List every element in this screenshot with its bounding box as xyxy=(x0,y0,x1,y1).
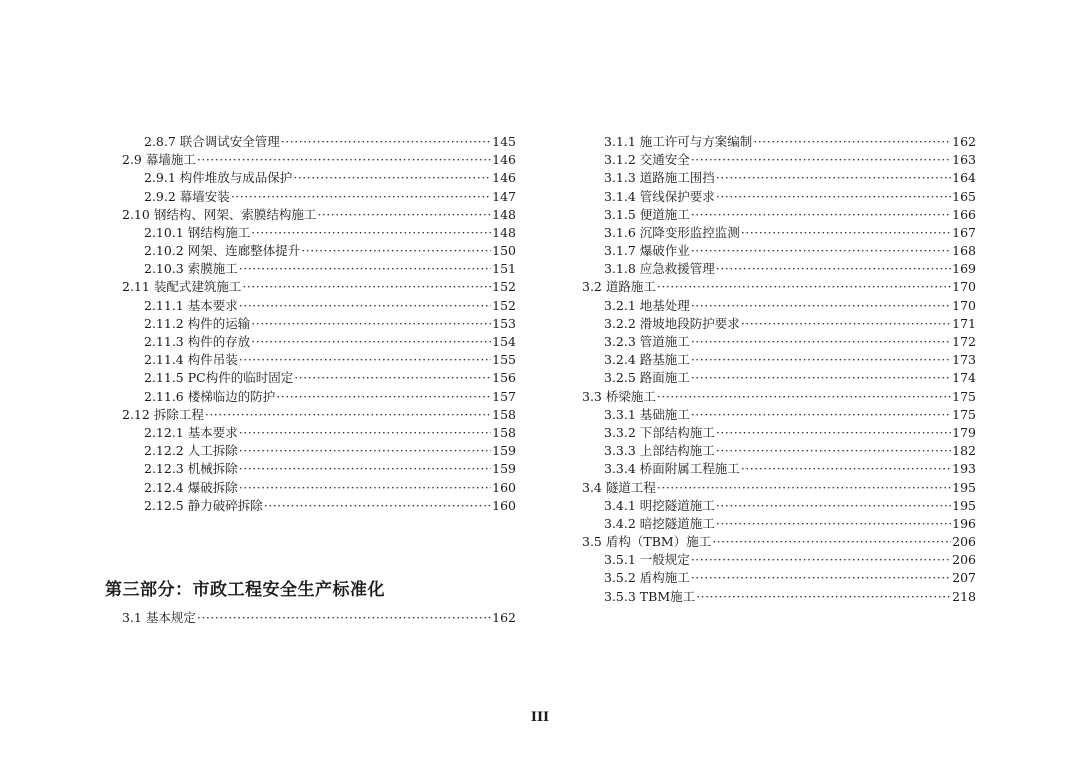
toc-entry-page: 179 xyxy=(952,424,976,440)
toc-entry-text: TBM施工 xyxy=(639,588,696,604)
toc-entry[interactable] xyxy=(582,460,976,478)
toc-entry[interactable] xyxy=(122,151,516,169)
toc-entry-number: 2.12.2 xyxy=(144,443,184,459)
toc-entry-number: 2.12.1 xyxy=(144,424,184,440)
toc-entry-title xyxy=(144,260,238,278)
toc-dot-leader xyxy=(716,515,951,533)
toc-entry-number: 3.3.4 xyxy=(604,461,636,477)
toc-entry-page: 206 xyxy=(952,534,976,550)
toc-right-column xyxy=(582,133,976,606)
toc-entry-page: 173 xyxy=(952,352,976,368)
toc-entry-number: 2.11.4 xyxy=(144,352,184,368)
toc-entry-page: 195 xyxy=(952,479,976,495)
toc-entry-number: 2.11.2 xyxy=(144,315,184,331)
toc-entry-number: 3.1.4 xyxy=(604,188,636,204)
toc-entry-text: 道路施工围挡 xyxy=(639,170,715,186)
toc-entry-number: 2.11.6 xyxy=(144,388,184,404)
toc-entry-number: 3.5.3 xyxy=(604,588,636,604)
toc-entry-text: 构件吊装 xyxy=(187,352,238,368)
toc-entry[interactable] xyxy=(582,242,976,260)
toc-entry-title xyxy=(604,297,690,315)
toc-entry-page: 172 xyxy=(952,334,976,350)
toc-entry-page: 196 xyxy=(952,515,976,531)
toc-entry-number: 2.12.5 xyxy=(144,497,184,513)
toc-entry-text: 路面施工 xyxy=(639,370,690,386)
toc-entry-title xyxy=(604,351,690,369)
toc-entry[interactable] xyxy=(582,279,976,297)
toc-entry-text: 爆破拆除 xyxy=(187,479,238,495)
toc-entry-text: 桥面附属工程施工 xyxy=(639,461,740,477)
toc-left-column xyxy=(122,133,516,515)
toc-entry-text: 盾构施工 xyxy=(639,570,690,586)
toc-entry-page: 148 xyxy=(492,206,516,222)
toc-entry[interactable] xyxy=(582,151,976,169)
toc-dot-leader xyxy=(301,242,491,260)
toc-entry-title xyxy=(604,206,690,224)
toc-entry-title xyxy=(604,569,690,587)
toc-entry-title xyxy=(604,369,690,387)
toc-entry[interactable] xyxy=(582,206,976,224)
toc-entry[interactable] xyxy=(122,169,516,187)
toc-entry-number: 3.5.2 xyxy=(604,570,636,586)
toc-dot-leader xyxy=(691,151,951,169)
toc-entry-number: 3.1.8 xyxy=(604,261,636,277)
toc-dot-leader xyxy=(239,479,491,497)
toc-entry-page: 170 xyxy=(952,279,976,295)
toc-entry-text: 钢结构施工 xyxy=(187,224,251,240)
toc-entry-title xyxy=(604,515,715,533)
toc-entry[interactable] xyxy=(122,206,516,224)
toc-entry-text: 基本规定 xyxy=(145,609,196,625)
toc-entry[interactable] xyxy=(122,406,516,424)
toc-entry-number: 3.5.1 xyxy=(604,552,636,568)
toc-dot-leader xyxy=(276,388,491,406)
toc-entry-text: 联合调试安全管理 xyxy=(179,133,280,149)
toc-entry-page: 150 xyxy=(492,243,516,259)
section-title: 第三部分：市政工程安全生产标准化 xyxy=(105,580,385,600)
toc-entry-page: 146 xyxy=(492,170,516,186)
toc-entry-page: 166 xyxy=(952,206,976,222)
toc-dot-leader xyxy=(716,497,951,515)
toc-entry[interactable] xyxy=(122,460,516,478)
toc-dot-leader xyxy=(317,206,491,224)
toc-entry-title xyxy=(122,406,204,424)
toc-entry-number: 2.10.1 xyxy=(144,224,184,240)
toc-dot-leader xyxy=(264,497,491,515)
toc-entry-page: 168 xyxy=(952,243,976,259)
toc-entry-page: 167 xyxy=(952,224,976,240)
toc-entry-page: 218 xyxy=(952,588,976,604)
toc-entry-page: 156 xyxy=(492,370,516,386)
toc-entry-title xyxy=(144,442,238,460)
toc-entry-text: 钢结构、网架、索膜结构施工 xyxy=(153,206,317,222)
toc-dot-leader xyxy=(197,609,491,627)
toc-entry-number: 3.2 xyxy=(582,279,602,295)
toc-entry-page: 147 xyxy=(492,188,516,204)
toc-entry[interactable] xyxy=(122,388,516,406)
toc-dot-leader xyxy=(691,551,951,569)
toc-entry-title xyxy=(604,588,695,606)
toc-entry-page: 195 xyxy=(952,497,976,513)
toc-entry-page: 169 xyxy=(952,261,976,277)
toc-entry-number: 3.2.1 xyxy=(604,297,636,313)
toc-dot-leader xyxy=(657,388,951,406)
toc-entry-title xyxy=(604,315,740,333)
toc-entry-number: 2.11.3 xyxy=(144,334,184,350)
toc-entry-text: 盾构（TBM）施工 xyxy=(605,534,712,550)
toc-entry-title xyxy=(144,224,250,242)
page-number: III xyxy=(530,710,550,725)
toc-entry-page: 164 xyxy=(952,170,976,186)
toc-entry-title xyxy=(144,169,292,187)
toc-entry-number: 2.9 xyxy=(122,152,142,168)
toc-entry-title xyxy=(604,188,715,206)
toc-entry-text: 地基处理 xyxy=(639,297,690,313)
toc-dot-leader xyxy=(242,278,491,296)
toc-entry[interactable] xyxy=(122,242,516,260)
toc-entry[interactable] xyxy=(122,609,516,627)
toc-entry-title xyxy=(604,551,690,569)
toc-entry-title xyxy=(144,333,250,351)
toc-entry-text: 人工拆除 xyxy=(187,443,238,459)
toc-entry-text: 机械拆除 xyxy=(187,461,238,477)
toc-entry-text: 网架、连廊整体提升 xyxy=(187,243,301,259)
toc-entry-title xyxy=(604,497,715,515)
toc-entry[interactable] xyxy=(122,442,516,460)
toc-entry[interactable] xyxy=(122,333,516,351)
toc-entry-title xyxy=(144,315,250,333)
toc-entry-title xyxy=(604,169,715,187)
toc-entry-title xyxy=(582,479,656,497)
toc-entry[interactable] xyxy=(582,515,976,533)
toc-dot-leader xyxy=(691,242,951,260)
toc-entry-title xyxy=(582,388,656,406)
toc-entry-title xyxy=(122,609,196,627)
toc-entry-number: 2.9.1 xyxy=(144,170,176,186)
toc-entry[interactable] xyxy=(122,297,516,315)
toc-entry-page: 152 xyxy=(492,297,516,313)
toc-entry-text: 基本要求 xyxy=(187,297,238,313)
toc-dot-leader xyxy=(251,333,491,351)
toc-dot-leader xyxy=(251,224,491,242)
toc-entry-page: 207 xyxy=(952,570,976,586)
toc-entry[interactable] xyxy=(122,479,516,497)
toc-entry-text: 便道施工 xyxy=(639,206,690,222)
toc-entry[interactable] xyxy=(122,279,516,297)
toc-entry-title xyxy=(122,151,196,169)
toc-entry-number: 3.2.5 xyxy=(604,370,636,386)
toc-entry-page: 146 xyxy=(492,152,516,168)
toc-entry-text: 应急救援管理 xyxy=(639,261,715,277)
toc-entry-number: 2.11.5 xyxy=(144,370,184,386)
toc-entry-title xyxy=(604,224,740,242)
toc-entry[interactable] xyxy=(582,188,976,206)
toc-entry[interactable] xyxy=(582,570,976,588)
toc-entry-title xyxy=(144,479,238,497)
toc-entry-title xyxy=(604,406,690,424)
toc-entry-number: 3.5 xyxy=(582,534,602,550)
toc-entry-title xyxy=(144,242,300,260)
toc-entry[interactable] xyxy=(582,588,976,606)
toc-dot-leader xyxy=(691,569,951,587)
toc-entry-title xyxy=(582,278,656,296)
toc-entry-page: 206 xyxy=(952,552,976,568)
toc-dot-leader xyxy=(691,206,951,224)
toc-entry-number: 3.1.1 xyxy=(604,133,636,149)
toc-entry[interactable] xyxy=(582,551,976,569)
toc-entry[interactable] xyxy=(122,351,516,369)
toc-dot-leader xyxy=(231,188,491,206)
toc-entry[interactable] xyxy=(582,315,976,333)
toc-entry-page: 162 xyxy=(952,133,976,149)
toc-entry-page: 171 xyxy=(952,315,976,331)
toc-entry[interactable] xyxy=(582,169,976,187)
toc-entry-page: 152 xyxy=(492,279,516,295)
toc-entry-title xyxy=(604,151,690,169)
toc-dot-leader xyxy=(205,406,491,424)
toc-entry[interactable] xyxy=(582,424,976,442)
toc-entry-page: 175 xyxy=(952,388,976,404)
toc-dot-leader xyxy=(741,224,951,242)
toc-entry-title xyxy=(604,460,740,478)
toc-entry-number: 2.10.3 xyxy=(144,261,184,277)
toc-entry-title xyxy=(122,206,316,224)
toc-entry-number: 2.12 xyxy=(122,406,150,422)
toc-dot-leader xyxy=(239,260,491,278)
toc-entry-text: 隧道工程 xyxy=(605,479,656,495)
toc-entry-page: 158 xyxy=(492,406,516,422)
toc-dot-leader xyxy=(281,133,491,151)
toc-entry-text: 道路施工 xyxy=(605,279,656,295)
toc-dot-leader xyxy=(251,315,491,333)
toc-entry-number: 3.1.5 xyxy=(604,206,636,222)
toc-entry[interactable] xyxy=(122,188,516,206)
toc-entry-number: 3.1.7 xyxy=(604,243,636,259)
toc-entry-title xyxy=(144,497,263,515)
toc-dot-leader xyxy=(294,369,491,387)
toc-entry[interactable] xyxy=(122,424,516,442)
toc-entry-page: 174 xyxy=(952,370,976,386)
toc-dot-leader xyxy=(657,479,951,497)
toc-entry-page: 193 xyxy=(952,461,976,477)
toc-entry-text: 构件堆放与成品保护 xyxy=(179,170,293,186)
toc-entry-number: 3.3.3 xyxy=(604,443,636,459)
toc-entry-text: 基础施工 xyxy=(639,406,690,422)
toc-dot-leader xyxy=(239,460,491,478)
toc-entry-number: 2.11 xyxy=(122,279,150,295)
toc-entry-number: 3.3.1 xyxy=(604,406,636,422)
toc-entry-page: 182 xyxy=(952,443,976,459)
toc-entry[interactable] xyxy=(122,224,516,242)
toc-dot-leader xyxy=(753,133,951,151)
toc-dot-leader xyxy=(691,351,951,369)
toc-entry[interactable] xyxy=(582,442,976,460)
toc-dot-leader xyxy=(691,297,951,315)
toc-dot-leader xyxy=(741,460,951,478)
toc-entry-title xyxy=(604,442,715,460)
toc-entry-title xyxy=(144,188,230,206)
toc-entry-number: 3.2.3 xyxy=(604,334,636,350)
toc-entry-page: 145 xyxy=(492,133,516,149)
toc-after-section xyxy=(122,609,516,627)
toc-entry-page: 158 xyxy=(492,424,516,440)
toc-entry[interactable] xyxy=(122,315,516,333)
toc-entry-number: 3.1.2 xyxy=(604,152,636,168)
toc-entry-title xyxy=(604,260,715,278)
toc-dot-leader xyxy=(239,297,491,315)
toc-entry-number: 3.1.3 xyxy=(604,170,636,186)
toc-entry-title xyxy=(144,133,280,151)
toc-entry-text: 交通安全 xyxy=(639,152,690,168)
toc-entry-number: 2.10 xyxy=(122,206,150,222)
toc-entry-number: 2.8.7 xyxy=(144,133,176,149)
toc-entry[interactable] xyxy=(582,351,976,369)
toc-entry-page: 151 xyxy=(492,261,516,277)
toc-entry-page: 153 xyxy=(492,315,516,331)
toc-dot-leader xyxy=(691,369,951,387)
toc-entry-number: 3.3.2 xyxy=(604,424,636,440)
toc-entry-number: 2.10.2 xyxy=(144,243,184,259)
toc-entry-title xyxy=(144,351,238,369)
toc-entry-title xyxy=(144,460,238,478)
toc-entry[interactable] xyxy=(122,260,516,278)
toc-dot-leader xyxy=(691,333,951,351)
toc-entry-number: 3.3 xyxy=(582,388,602,404)
toc-entry-page: 155 xyxy=(492,352,516,368)
toc-entry-page: 162 xyxy=(492,609,516,625)
toc-entry-number: 3.1.6 xyxy=(604,224,636,240)
toc-entry-text: 滑坡地段防护要求 xyxy=(639,315,740,331)
toc-entry-title xyxy=(604,424,715,442)
toc-entry-page: 157 xyxy=(492,388,516,404)
toc-entry-title xyxy=(144,424,238,442)
toc-entry-number: 3.4 xyxy=(582,479,602,495)
toc-entry[interactable] xyxy=(582,333,976,351)
toc-entry-title xyxy=(604,133,752,151)
toc-entry-text: 幕墙施工 xyxy=(145,152,196,168)
toc-entry-text: 静力破碎拆除 xyxy=(187,497,263,513)
toc-entry[interactable] xyxy=(582,533,976,551)
toc-entry-page: 175 xyxy=(952,406,976,422)
toc-entry[interactable] xyxy=(582,133,976,151)
toc-entry[interactable] xyxy=(582,388,976,406)
toc-entry-number: 2.11.1 xyxy=(144,297,184,313)
toc-entry-number: 3.2.2 xyxy=(604,315,636,331)
toc-entry[interactable] xyxy=(582,224,976,242)
toc-entry[interactable] xyxy=(122,497,516,515)
toc-entry[interactable] xyxy=(582,369,976,387)
toc-entry-title xyxy=(144,388,275,406)
toc-entry-title xyxy=(144,369,293,387)
toc-entry-text: 下部结构施工 xyxy=(639,424,715,440)
toc-dot-leader xyxy=(239,442,491,460)
toc-dot-leader xyxy=(691,406,951,424)
toc-entry[interactable] xyxy=(582,406,976,424)
toc-entry-text: 暗挖隧道施工 xyxy=(639,515,715,531)
toc-dot-leader xyxy=(716,188,951,206)
toc-dot-leader xyxy=(716,260,951,278)
toc-entry-text: 施工许可与方案编制 xyxy=(639,133,753,149)
toc-entry-text: 装配式建筑施工 xyxy=(153,279,242,295)
toc-dot-leader xyxy=(293,169,491,187)
toc-entry-page: 163 xyxy=(952,152,976,168)
toc-entry-text: 拆除工程 xyxy=(153,406,204,422)
toc-entry[interactable] xyxy=(122,369,516,387)
toc-entry[interactable] xyxy=(582,297,976,315)
toc-entry-text: 上部结构施工 xyxy=(639,443,715,459)
toc-dot-leader xyxy=(741,315,951,333)
toc-entry-title xyxy=(144,297,238,315)
toc-entry-page: 148 xyxy=(492,224,516,240)
toc-entry-text: 楼梯临边的防护 xyxy=(187,388,276,404)
toc-entry-page: 159 xyxy=(492,443,516,459)
toc-entry-number: 3.4.2 xyxy=(604,515,636,531)
toc-entry-number: 2.12.3 xyxy=(144,461,184,477)
toc-entry-number: 2.9.2 xyxy=(144,188,176,204)
toc-entry-title xyxy=(604,333,690,351)
toc-entry-text: 构件的运输 xyxy=(187,315,251,331)
toc-entry-text: 一般规定 xyxy=(639,552,690,568)
toc-entry-text: 管道施工 xyxy=(639,334,690,350)
toc-entry[interactable] xyxy=(582,260,976,278)
toc-entry-number: 3.2.4 xyxy=(604,352,636,368)
toc-entry-text: 索膜施工 xyxy=(187,261,238,277)
toc-entry[interactable] xyxy=(122,133,516,151)
toc-entry-text: 管线保护要求 xyxy=(639,188,715,204)
toc-entry-page: 165 xyxy=(952,188,976,204)
toc-dot-leader xyxy=(716,424,951,442)
toc-entry-number: 3.4.1 xyxy=(604,497,636,513)
toc-entry-page: 160 xyxy=(492,497,516,513)
toc-entry-title xyxy=(122,278,241,296)
toc-dot-leader xyxy=(239,424,491,442)
toc-entry-text: 桥梁施工 xyxy=(605,388,656,404)
toc-entry-text: 幕墙安装 xyxy=(179,188,230,204)
toc-dot-leader xyxy=(712,533,951,551)
toc-entry-text: 构件的存放 xyxy=(187,334,251,350)
toc-dot-leader xyxy=(657,278,951,296)
toc-entry-title xyxy=(604,242,690,260)
toc-entry-text: 路基施工 xyxy=(639,352,690,368)
toc-entry-page: 154 xyxy=(492,334,516,350)
toc-dot-leader xyxy=(696,588,951,606)
toc-dot-leader xyxy=(716,169,951,187)
toc-entry-page: 160 xyxy=(492,479,516,495)
toc-entry-title xyxy=(582,533,711,551)
toc-entry-text: PC构件的临时固定 xyxy=(187,370,294,386)
toc-entry-page: 170 xyxy=(952,297,976,313)
toc-dot-leader xyxy=(239,351,491,369)
toc-entry-number: 2.12.4 xyxy=(144,479,184,495)
toc-entry[interactable] xyxy=(582,497,976,515)
toc-entry-text: 沉降变形监控监测 xyxy=(639,224,740,240)
toc-entry-page: 159 xyxy=(492,461,516,477)
toc-entry-number: 3.1 xyxy=(122,609,142,625)
toc-dot-leader xyxy=(197,151,491,169)
toc-entry-text: 基本要求 xyxy=(187,424,238,440)
toc-entry-text: 明挖隧道施工 xyxy=(639,497,715,513)
toc-entry-text: 爆破作业 xyxy=(639,243,690,259)
toc-entry[interactable] xyxy=(582,479,976,497)
toc-dot-leader xyxy=(716,442,951,460)
